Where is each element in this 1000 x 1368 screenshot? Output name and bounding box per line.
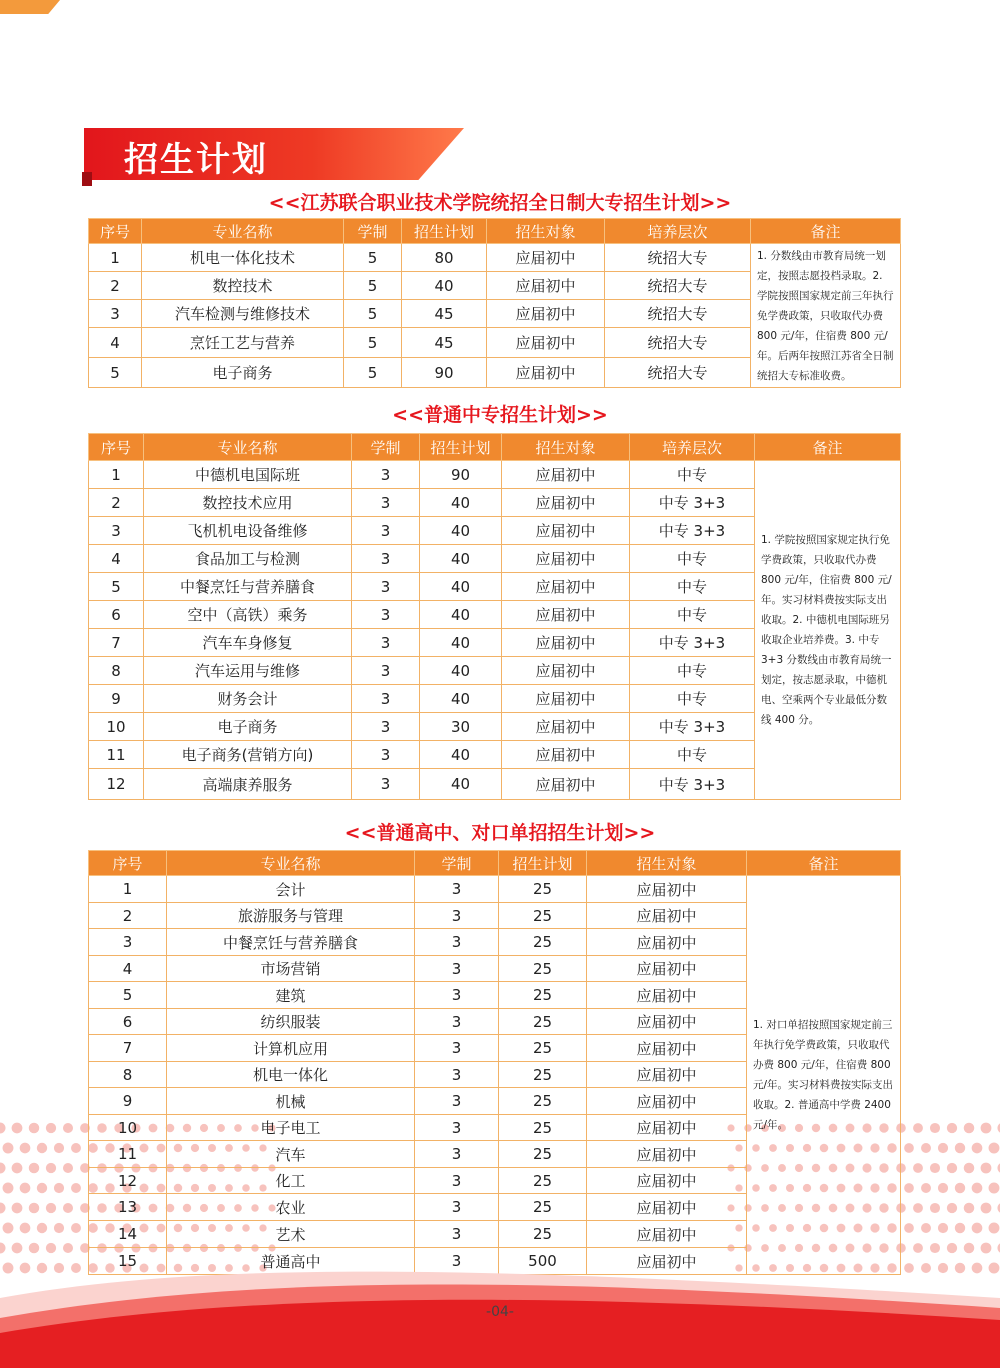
table-cell: 3 [352,629,420,657]
table-cell: 25 [499,1035,587,1062]
dot [71,1143,81,1153]
table-cell: 5 [344,244,402,272]
dot [947,1243,957,1253]
dot [12,1243,23,1254]
dot [981,1123,992,1134]
table-cell: 3 [415,1062,499,1088]
table-cell: 40 [420,573,502,601]
dot [46,1243,56,1253]
dot [63,1123,73,1133]
table-cell: 应届初中 [502,517,630,545]
table-cell: 应届初中 [587,903,747,929]
table-cell: 应届初中 [587,982,747,1009]
table-cell: 40 [402,272,487,300]
table-cell: 30 [420,713,502,741]
dot [972,1183,983,1194]
table-cell: 应届初中 [487,358,605,388]
column-header: 学制 [344,219,402,244]
table-cell: 14 [89,1221,167,1248]
column-header: 学制 [415,851,499,876]
table-cell: 应届初中 [587,1248,747,1275]
table-cell: 3 [415,982,499,1009]
dot [46,1163,56,1173]
table-cell: 纺织服装 [167,1009,415,1035]
dot [54,1143,64,1153]
page-title-banner [84,128,464,180]
table-cell: 500 [499,1248,587,1275]
table-cell: 中专 [630,741,755,769]
table-cell: 数控技术 [142,272,344,300]
table-cell: 电子商务 [142,358,344,388]
table-cell: 飞机机电设备维修 [144,517,352,545]
table-cell: 电子电工 [167,1115,415,1141]
table-cell: 中专 [630,601,755,629]
table-cell: 市场营销 [167,956,415,982]
table-cell: 烹饪工艺与营养 [142,328,344,358]
dot [913,1243,923,1253]
column-header: 培养层次 [605,219,751,244]
table-cell: 40 [420,657,502,685]
column-header: 专业名称 [142,219,344,244]
table-cell: 2 [89,903,167,929]
dot [71,1183,81,1193]
table-cell: 7 [89,629,144,657]
section1-title: <<江苏联合职业技术学院统招全日制大专招生计划>> [268,192,732,214]
banner-fold [82,172,92,186]
column-header: 招生计划 [402,219,487,244]
table-cell: 建筑 [167,982,415,1009]
table-cell: 3 [352,601,420,629]
table-cell: 中餐烹饪与营养膳食 [144,573,352,601]
table-cell: 中专 3+3 [630,629,755,657]
table-cell: 中专 3+3 [630,769,755,800]
table-cell: 45 [402,300,487,328]
dot [955,1223,965,1233]
table-cell: 3 [352,685,420,713]
column-header: 招生计划 [420,434,502,461]
dot [964,1203,975,1214]
dot [913,1203,923,1213]
section1-table [88,218,901,388]
dot [37,1223,47,1233]
table-cell: 应届初中 [487,328,605,358]
table-cell: 8 [89,657,144,685]
table-cell: 3 [352,517,420,545]
dot [63,1243,73,1253]
table-cell: 90 [402,358,487,388]
dot [37,1143,47,1153]
dot [904,1143,914,1153]
table-cell: 应届初中 [487,244,605,272]
table-cell: 1 [89,244,142,272]
dot [930,1123,940,1133]
dot [981,1163,992,1174]
page-number: -04- [486,1304,514,1320]
table-cell: 应届初中 [502,573,630,601]
table-row [89,461,901,489]
table-cell: 3 [352,741,420,769]
table-cell: 3 [352,489,420,517]
table-cell: 5 [344,358,402,388]
column-header: 备注 [751,219,901,244]
table-cell: 3 [415,1009,499,1035]
table-cell: 统招大专 [605,328,751,358]
table-cell: 90 [420,461,502,489]
table-cell: 应届初中 [502,489,630,517]
table-cell: 3 [415,1035,499,1062]
table-cell: 4 [89,545,144,573]
table-cell: 25 [499,1194,587,1221]
column-header: 学制 [352,434,420,461]
table-cell: 旅游服务与管理 [167,903,415,929]
table-cell: 应届初中 [502,545,630,573]
table-cell: 2 [89,272,142,300]
table-cell: 应届初中 [587,1009,747,1035]
table-cell: 汽车检测与维修技术 [142,300,344,328]
table-cell: 3 [415,1194,499,1221]
dot [930,1203,940,1213]
table-cell: 应届初中 [587,1088,747,1115]
section3-title: <<普通高中、对口单招招生计划>> [344,822,656,844]
corner-decoration [0,0,60,14]
table-cell: 9 [89,1088,167,1115]
table-cell: 中专 [630,545,755,573]
table-cell: 3 [89,929,167,956]
dot [46,1123,56,1133]
table-cell: 25 [499,956,587,982]
table-cell: 40 [420,629,502,657]
dot [37,1183,47,1193]
dot [63,1203,73,1213]
table-cell: 食品加工与检测 [144,545,352,573]
table-cell: 机电一体化 [167,1062,415,1088]
column-header: 序号 [89,219,142,244]
table-cell: 中专 3+3 [630,489,755,517]
table-cell: 应届初中 [502,713,630,741]
table-cell: 高端康养服务 [144,769,352,800]
table-cell: 应届初中 [587,1141,747,1168]
table-cell: 应届初中 [587,876,747,903]
table-cell: 3 [415,1088,499,1115]
table-cell: 中餐烹饪与营养膳食 [167,929,415,956]
table-cell: 40 [420,545,502,573]
table-cell: 应届初中 [502,461,630,489]
table-cell: 5 [344,300,402,328]
page-title: 招生计划 [124,140,268,180]
table-cell: 6 [89,601,144,629]
table-cell: 40 [420,685,502,713]
table-cell: 25 [499,876,587,903]
table-cell: 3 [352,545,420,573]
dot [921,1143,931,1153]
table-cell: 3 [415,1248,499,1275]
table-cell: 艺术 [167,1221,415,1248]
table-cell: 应届初中 [502,629,630,657]
dot [964,1123,975,1134]
dot [921,1223,931,1233]
table-cell: 化工 [167,1168,415,1194]
table-cell: 数控技术应用 [144,489,352,517]
column-header: 培养层次 [630,434,755,461]
dot [46,1203,56,1213]
table-cell: 3 [415,929,499,956]
dot [938,1223,948,1233]
table-cell: 应届初中 [587,1221,747,1248]
remarks-cell: 1. 学院按照国家规定执行免学费政策，只收取代办费 800 元/年，住宿费 800 元/年。实习材料费按实际支出收取。2. 中德机电国际班另收取企业培养费。3. 中专 3+3 分数线由市教育局统一划定，按志愿录取，中德机电、空乘两个专业最低分数线 400 分。 [755,461,901,800]
table-cell: 5 [89,982,167,1009]
table-cell: 10 [89,713,144,741]
table-cell: 25 [499,1115,587,1141]
table-cell: 应届初中 [487,272,605,300]
table-cell: 统招大专 [605,244,751,272]
table-cell: 3 [89,517,144,545]
table-cell: 12 [89,1168,167,1194]
dot [29,1163,40,1174]
table-cell: 会计 [167,876,415,903]
table-cell: 统招大专 [605,272,751,300]
column-header: 备注 [755,434,901,461]
dot [3,1223,14,1234]
table-cell: 25 [499,1141,587,1168]
table-cell: 应届初中 [502,769,630,800]
table-cell: 25 [499,1221,587,1248]
table-cell: 汽车 [167,1141,415,1168]
table-cell: 统招大专 [605,300,751,328]
table-cell: 机械 [167,1088,415,1115]
remarks-cell: 1. 对口单招按照国家规定前三年执行免学费政策，只收取代办费 800 元/年，住宿费 800 元/年。实习材料费按实际支出收取。2. 普通高中学费 2400 元/年。 [747,876,901,1275]
table-cell: 计算机应用 [167,1035,415,1062]
table-row [89,876,901,903]
dot [989,1183,1000,1194]
table-cell: 40 [420,489,502,517]
table-cell: 5 [89,573,144,601]
section3-table [88,850,901,1275]
dot [938,1143,948,1153]
table-cell: 25 [499,929,587,956]
table-cell: 40 [420,517,502,545]
table-cell: 3 [352,713,420,741]
table-cell: 3 [415,1221,499,1248]
dot [913,1123,923,1133]
table-cell: 中专 [630,573,755,601]
column-header: 序号 [89,434,144,461]
table-cell: 3 [415,1141,499,1168]
table-cell: 普通高中 [167,1248,415,1275]
dot [947,1203,957,1213]
table-cell: 25 [499,1168,587,1194]
dot [989,1143,1000,1154]
dot [63,1163,73,1173]
dot [972,1223,983,1234]
dot [0,1163,6,1174]
dot [54,1223,64,1233]
table-cell: 40 [420,769,502,800]
table-cell: 5 [89,358,142,388]
dot [20,1143,31,1154]
table-cell: 应届初中 [502,601,630,629]
table-cell: 汽车运用与维修 [144,657,352,685]
table-cell: 25 [499,1062,587,1088]
table-cell: 中专 [630,461,755,489]
table-cell: 4 [89,328,142,358]
table-cell: 10 [89,1115,167,1141]
table-cell: 9 [89,685,144,713]
table-cell: 40 [420,741,502,769]
table-cell: 应届初中 [587,929,747,956]
table-cell: 电子商务 [144,713,352,741]
table-cell: 中专 [630,657,755,685]
table-cell: 应届初中 [587,1194,747,1221]
dot [0,1243,6,1254]
table-cell: 应届初中 [487,300,605,328]
section2-title: <<普通中专招生计划>> [392,404,608,426]
table-cell: 5 [344,272,402,300]
table-cell: 3 [89,300,142,328]
table-cell: 电子商务(营销方向) [144,741,352,769]
table-cell: 2 [89,489,144,517]
table-cell: 25 [499,1088,587,1115]
dot [981,1243,992,1254]
table-cell: 11 [89,1141,167,1168]
column-header: 招生对象 [502,434,630,461]
column-header: 专业名称 [167,851,415,876]
column-header: 备注 [747,851,901,876]
dot [12,1123,23,1134]
table-cell: 财务会计 [144,685,352,713]
dot [930,1163,940,1173]
dot [29,1203,40,1214]
dot [12,1203,23,1214]
table-cell: 中专 [630,685,755,713]
table-cell: 80 [402,244,487,272]
dot [964,1243,975,1254]
table-cell: 3 [415,956,499,982]
table-cell: 12 [89,769,144,800]
dot [955,1143,965,1153]
table-cell: 25 [499,982,587,1009]
table-cell: 应届初中 [502,685,630,713]
dot [29,1123,40,1134]
table-cell: 15 [89,1248,167,1275]
dot [955,1183,965,1193]
dot [964,1163,975,1174]
column-header: 招生计划 [499,851,587,876]
column-header: 招生对象 [587,851,747,876]
table-cell: 汽车车身修复 [144,629,352,657]
table-cell: 3 [352,657,420,685]
table-cell: 1 [89,461,144,489]
dot [947,1163,957,1173]
column-header: 序号 [89,851,167,876]
table-cell: 统招大专 [605,358,751,388]
table-cell: 8 [89,1062,167,1088]
table-cell: 1 [89,876,167,903]
table-cell: 应届初中 [587,1115,747,1141]
dot [29,1243,40,1254]
table-cell: 农业 [167,1194,415,1221]
table-cell: 3 [415,1168,499,1194]
table-cell: 3 [415,876,499,903]
table-cell: 中专 3+3 [630,517,755,545]
table-cell: 空中（高铁）乘务 [144,601,352,629]
dot [947,1123,957,1133]
table-cell: 中专 3+3 [630,713,755,741]
dot [20,1223,31,1234]
table-cell: 3 [352,769,420,800]
dot [71,1223,81,1233]
dot [921,1183,931,1193]
table-cell: 7 [89,1035,167,1062]
table-cell: 应届初中 [587,1062,747,1088]
table-cell: 中德机电国际班 [144,461,352,489]
table-cell: 应届初中 [587,956,747,982]
section2-table [88,433,901,800]
table-cell: 3 [352,461,420,489]
dot [972,1143,983,1154]
column-header: 专业名称 [144,434,352,461]
dot [0,1123,6,1134]
dot [0,1203,6,1214]
dot [930,1243,940,1253]
dot [54,1183,64,1193]
table-cell: 25 [499,903,587,929]
table-cell: 25 [499,1009,587,1035]
dot [938,1183,948,1193]
dot [989,1223,1000,1234]
dot [904,1223,914,1233]
table-row [89,244,901,272]
table-cell: 应届初中 [502,657,630,685]
table-cell: 应届初中 [502,741,630,769]
table-cell: 3 [352,573,420,601]
table-cell: 45 [402,328,487,358]
table-cell: 13 [89,1194,167,1221]
dot [981,1203,992,1214]
table-cell: 机电一体化技术 [142,244,344,272]
dot [20,1183,31,1194]
table-cell: 应届初中 [587,1035,747,1062]
table-cell: 40 [420,601,502,629]
table-cell: 11 [89,741,144,769]
dot [913,1163,923,1173]
dot [3,1143,14,1154]
dot [12,1163,23,1174]
column-header: 招生对象 [487,219,605,244]
table-cell: 4 [89,956,167,982]
table-cell: 6 [89,1009,167,1035]
remarks-cell: 1. 分数线由市教育局统一划定，按照志愿投档录取。2. 学院按照国家规定前三年执行免学费政策，只收取代办费 800 元/年，住宿费 800 元/年。后两年按照江苏省全日制统招大专标准收费。 [751,244,901,388]
table-cell: 应届初中 [587,1168,747,1194]
dot [904,1183,914,1193]
table-cell: 5 [344,328,402,358]
dot [3,1183,14,1194]
table-cell: 3 [415,903,499,929]
table-cell: 3 [415,1115,499,1141]
